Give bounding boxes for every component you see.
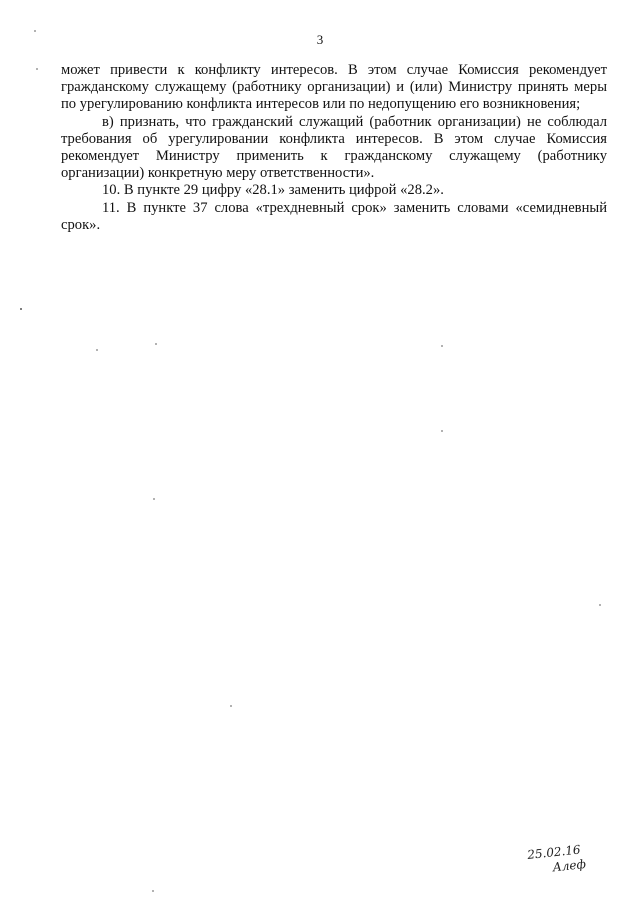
handwritten-note [527, 842, 587, 878]
scan-speck [230, 705, 232, 707]
scan-speck [441, 430, 443, 432]
paragraph-item-11: 11. В пункте 37 слова «трехдневный срок» заменить словами «семидневный срок». [61, 199, 607, 233]
scan-speck [153, 498, 155, 500]
document-body [61, 62, 607, 234]
handwritten-signature: Алеф [552, 857, 587, 875]
scan-speck [20, 308, 22, 310]
handwritten-date: 25.02.16 [526, 842, 582, 862]
paragraph-item-10: 10. В пункте 29 цифру «28.1» заменить цифрой «28.2». [102, 182, 444, 199]
scan-speck [34, 30, 36, 32]
scan-speck [155, 343, 157, 345]
scan-speck [36, 68, 38, 70]
scan-speck [441, 345, 443, 347]
paragraph-item-v: в) признать, что гражданский служащий (работник организации) не соблюдал требования об урегулировании конфликта интересов. В этом случае Комиссия рекомендует Министру применить к гражданскому служащему (работнику организации) конкретную меру ответственности». [61, 113, 607, 182]
scan-speck [96, 349, 98, 351]
scan-speck [599, 604, 601, 606]
paragraph-continuation: может привести к конфликту интересов. В этом случае Комиссия рекомендует гражданскому служащему (работнику организации) и (или) Министру принять меры по урегулированию конфликта интересов или по недопущению его возникновения; [61, 62, 607, 113]
page-number: 3 [316, 32, 324, 47]
scan-speck [152, 890, 154, 892]
